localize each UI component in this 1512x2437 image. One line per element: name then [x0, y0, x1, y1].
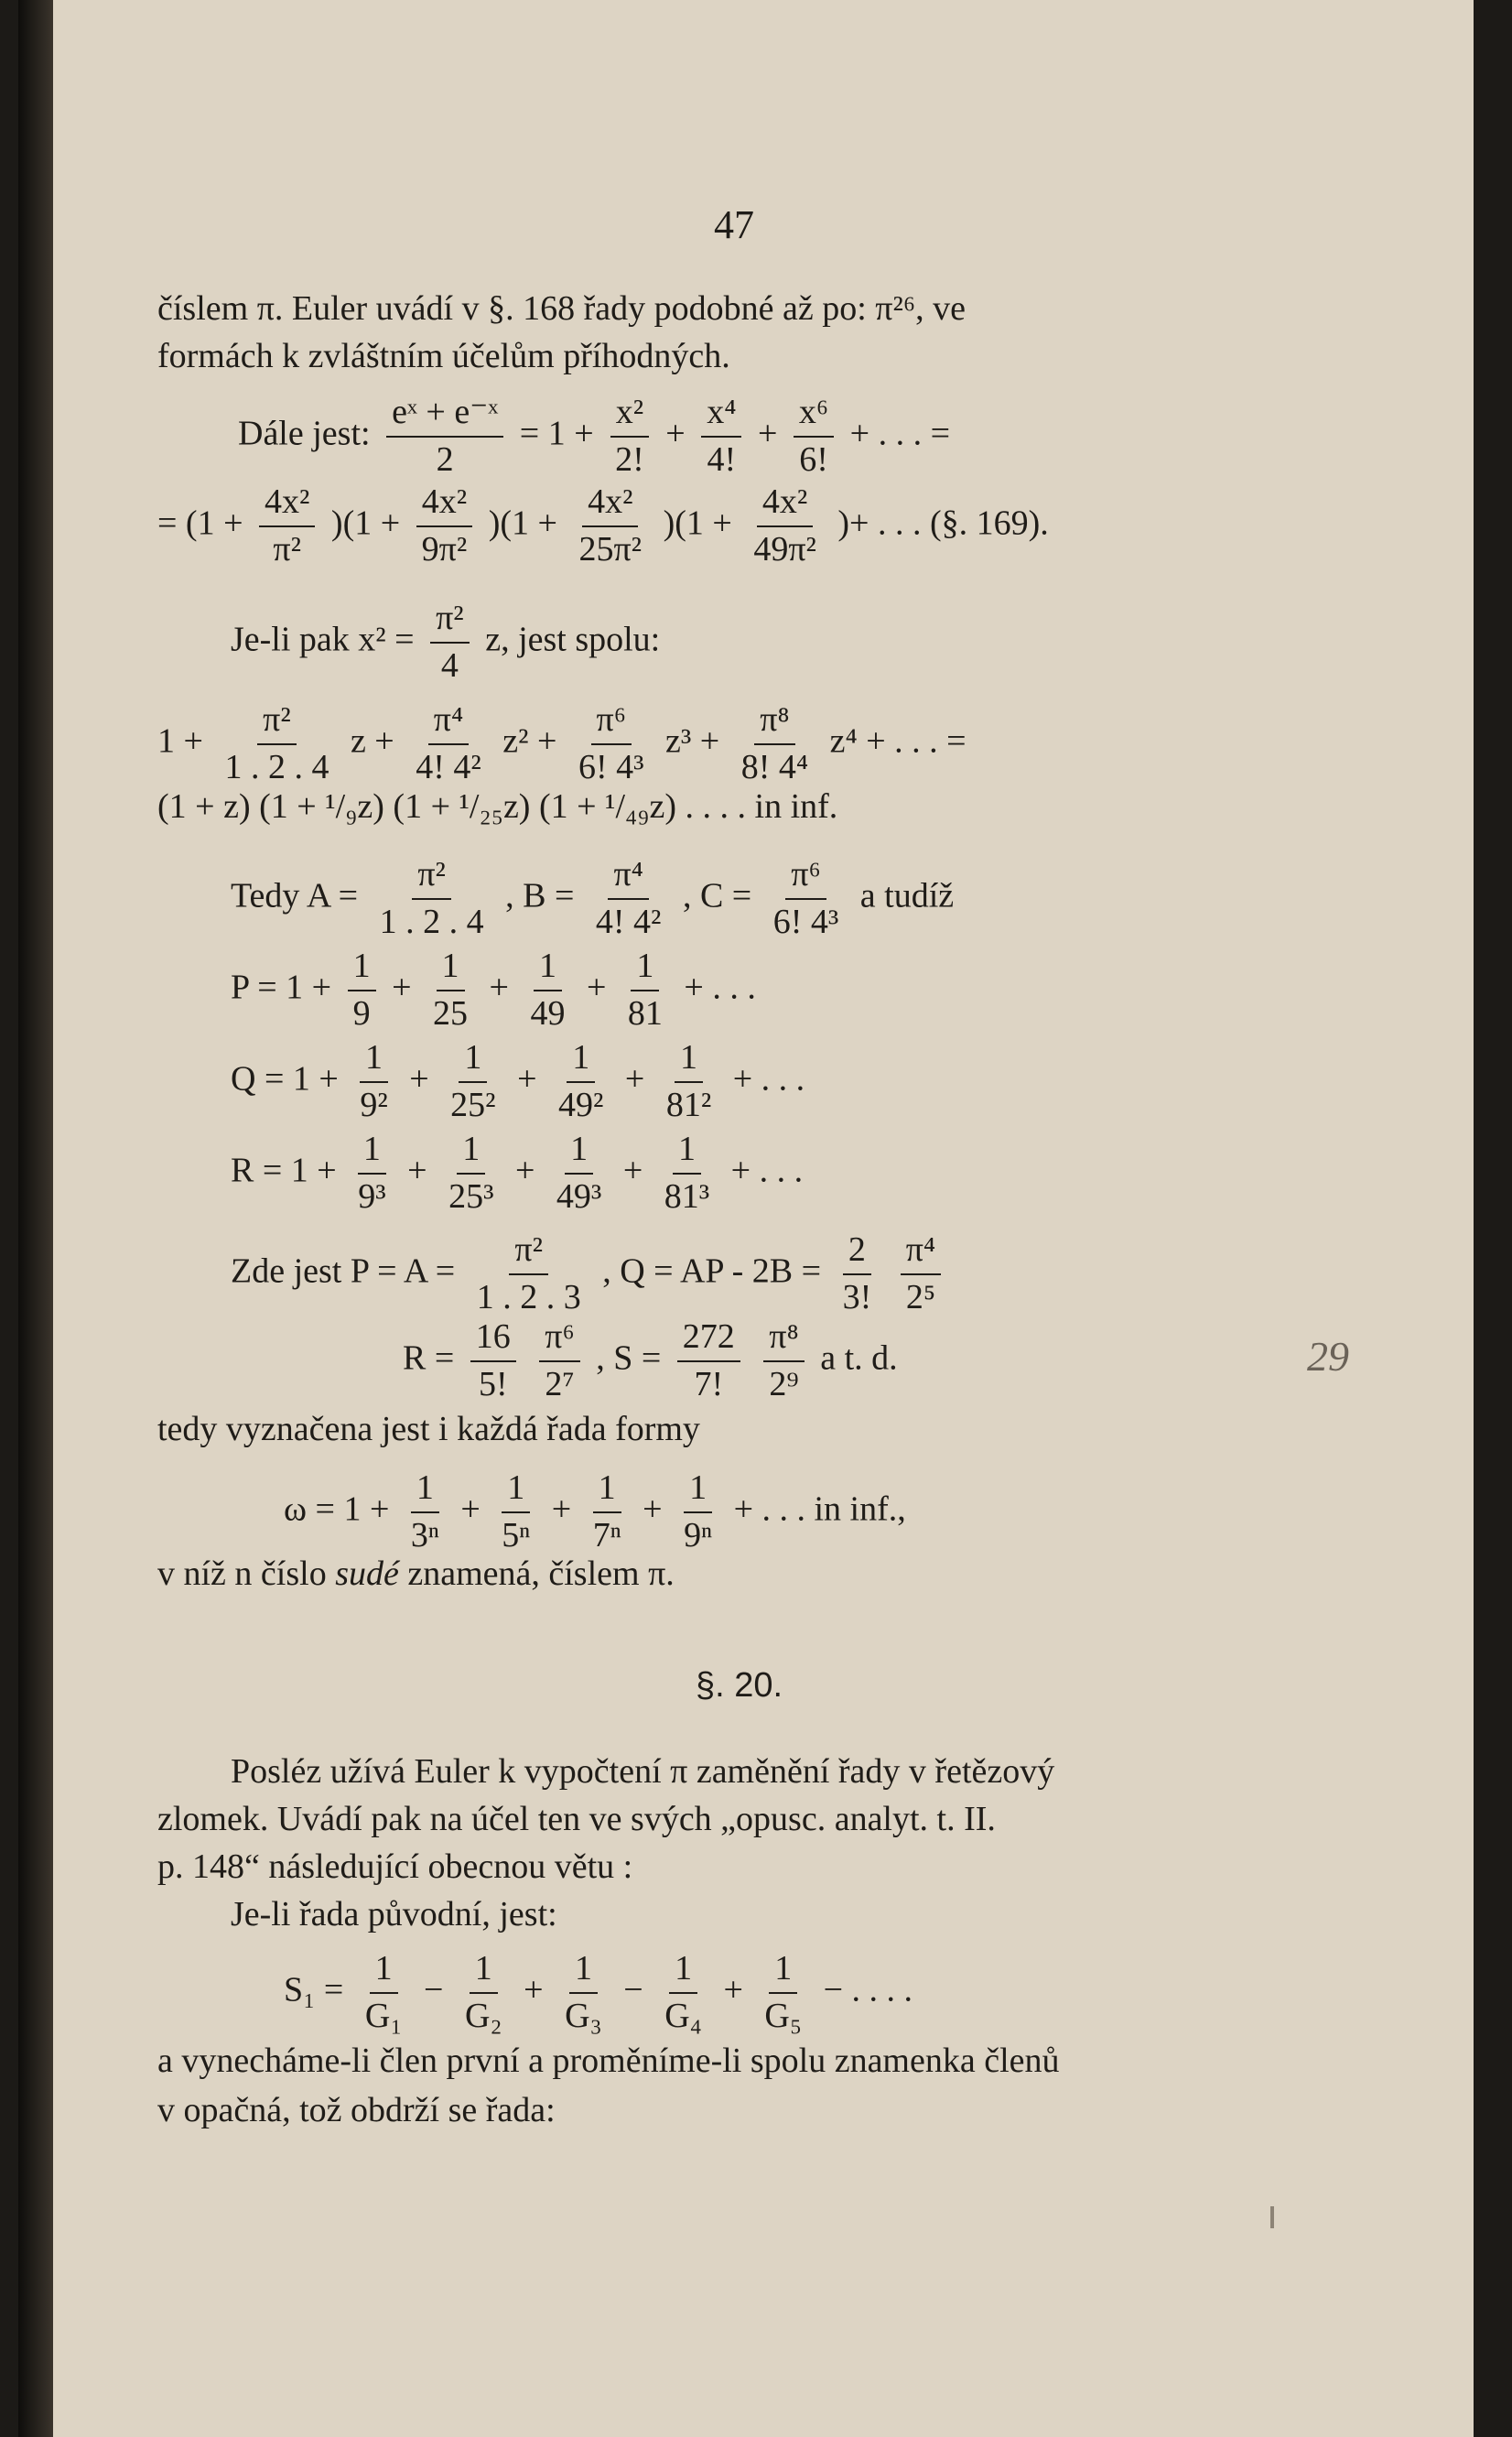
ink-mark [1270, 2206, 1274, 2228]
paragraph-text: Posléz užívá Euler k vypočtení π zaměnění řady v řetězový [231, 1752, 1055, 1791]
equation-text: Zde jest P = A = [231, 1251, 456, 1291]
denominator: 4! 4² [416, 747, 481, 786]
equation-text: z³ + [665, 721, 720, 761]
fraction [677, 1318, 740, 1404]
denominator: G₁ [364, 1996, 403, 2035]
denominator: 2⁹ [769, 1364, 799, 1403]
equation-text: ω = 1 + [284, 1489, 390, 1529]
fraction [794, 394, 834, 480]
operator: + [514, 1151, 535, 1190]
fraction [445, 1039, 501, 1125]
numerator: π⁶ [785, 856, 826, 900]
equation-text: )+ . . . (§. 169). [837, 504, 1049, 543]
equation-p [231, 948, 756, 1034]
fraction [748, 483, 822, 569]
fraction [551, 1131, 607, 1217]
operator: + [460, 1489, 481, 1529]
fraction [622, 948, 668, 1034]
fraction [470, 1318, 516, 1404]
denominator: 4! [707, 439, 737, 479]
fraction [360, 1950, 408, 2036]
fraction [430, 600, 470, 686]
numerator: 2 [843, 1231, 871, 1275]
numerator: 4x² [416, 483, 472, 527]
dale-label: Dále jest: [238, 414, 371, 453]
denominator: 3ⁿ [410, 1515, 439, 1554]
denominator: 5! [478, 1364, 508, 1403]
fraction [736, 701, 814, 787]
denominator: 1 . 2 . 4 [379, 902, 484, 941]
equation-text: a t. d. [820, 1338, 898, 1378]
fraction [559, 1950, 608, 2036]
equation-text: z, jest spolu: [485, 620, 661, 659]
denominator: 2⁵ [905, 1277, 936, 1316]
numerator: eˣ + e⁻ˣ [386, 394, 503, 438]
fraction [574, 483, 648, 569]
text-span: v níž n číslo [157, 1554, 327, 1593]
text-span: znamená, číslem π. [407, 1554, 675, 1593]
equation-text: )(1 + [663, 504, 732, 543]
operator: − [424, 1970, 444, 2009]
equation-text: + . . . [732, 1059, 805, 1099]
fraction [759, 1950, 807, 2036]
numerator: 4x² [259, 483, 315, 527]
denominator: G₃ [565, 1996, 602, 2035]
equation-text: P = 1 + [231, 968, 332, 1007]
operator: + [757, 414, 778, 453]
fraction [352, 1131, 391, 1217]
numerator: π⁴ [901, 1231, 941, 1275]
denominator: 49³ [556, 1176, 602, 1216]
paragraph-line-4: Je-li řada původní, jest: [231, 1895, 557, 1933]
fraction [659, 1131, 715, 1217]
fraction [763, 1318, 804, 1404]
numerator: 1 [358, 1131, 386, 1175]
fraction-exp [386, 394, 503, 480]
equation-s1 [284, 1950, 913, 2036]
fraction [590, 856, 667, 942]
equation-text: , C = [682, 876, 752, 915]
equation-text: R = [403, 1338, 455, 1378]
equation-text: = 1 + [519, 414, 594, 453]
fraction [539, 1318, 579, 1404]
denominator: 49 [530, 993, 566, 1033]
equation-tedy [231, 856, 954, 942]
section-heading: §. 20. [696, 1666, 783, 1705]
operator: + [409, 1059, 429, 1099]
paragraph-line-3: p. 148“ následující obecnou větu : [157, 1847, 633, 1886]
equation-text: + . . . [684, 968, 756, 1007]
numerator: π² [509, 1231, 548, 1275]
denominator: 2 [436, 439, 454, 479]
fraction [496, 1469, 535, 1555]
numerator: 1 [370, 1950, 398, 1994]
operator: + [551, 1489, 572, 1529]
operator: + [643, 1489, 663, 1529]
denominator: 2⁷ [545, 1364, 575, 1403]
numerator: π⁴ [608, 856, 648, 900]
paragraph-text: zlomek. Uvádí pak na účel ten ve svých „opusc. analyt. t. II. [157, 1800, 996, 1838]
fraction [659, 1950, 707, 2036]
operator: + [517, 1059, 537, 1099]
numerator: 1 [593, 1469, 621, 1513]
fraction [768, 856, 845, 942]
equation-q [231, 1039, 805, 1125]
numerator: 1 [470, 1950, 498, 1994]
paragraph-line-5 [157, 2043, 1314, 2078]
fraction [701, 394, 741, 480]
denominator: 2! [615, 439, 644, 479]
equation-text: z + [350, 721, 394, 761]
equation-text: , S = [596, 1338, 662, 1378]
denominator: 4! 4² [595, 902, 662, 941]
equation-text: Q = 1 + [231, 1059, 339, 1099]
denominator: 49π² [753, 529, 816, 569]
denominator: 25² [450, 1085, 496, 1124]
equation-text: Je-li pak x² = [231, 620, 415, 659]
fraction [901, 1231, 941, 1317]
numerator: π² [412, 856, 451, 900]
denominator: 3! [842, 1277, 872, 1316]
equation-text: S₁ = [284, 1970, 344, 2009]
equation-text: R = 1 + [231, 1151, 337, 1190]
fraction [524, 948, 570, 1034]
text-line-1-content: číslem π. Euler uvádí v §. 168 řady podobné až po: π²⁶, ve [157, 289, 966, 328]
fraction [661, 1039, 717, 1125]
operator: + [524, 1970, 544, 2009]
numerator: 1 [534, 948, 562, 991]
fraction [374, 856, 490, 942]
equation-r-s [403, 1318, 898, 1404]
denominator: 25 [433, 993, 469, 1033]
equation-zde-jest [231, 1231, 948, 1317]
denominator: 6! 4³ [772, 902, 839, 941]
denominator: 1 . 2 . 3 [476, 1277, 581, 1316]
fraction [259, 483, 315, 569]
denominator: 5ⁿ [502, 1515, 531, 1554]
numerator: π² [430, 600, 470, 644]
denominator: G₄ [664, 1996, 702, 2035]
denominator: 81 [627, 993, 663, 1033]
denominator: 25³ [448, 1176, 494, 1216]
equation-omega [284, 1469, 906, 1555]
numerator: 1 [631, 948, 659, 991]
equation-text: , Q = AP - 2B = [602, 1251, 822, 1291]
operator: + [489, 968, 509, 1007]
fraction [459, 1950, 508, 2036]
denominator: 49² [558, 1085, 604, 1124]
denominator: 9² [360, 1085, 388, 1124]
text-line-2: formách k zvláštním účelům příhodných. [157, 337, 730, 375]
numerator: 1 [769, 1950, 797, 1994]
numerator: x⁶ [794, 394, 834, 438]
numerator: 1 [669, 1950, 697, 1994]
numerator: 4x² [757, 483, 813, 527]
fraction [610, 394, 650, 480]
page-number: 47 [714, 202, 754, 247]
numerator: 1 [673, 1131, 701, 1175]
denominator: 9³ [358, 1176, 386, 1216]
fraction [348, 948, 376, 1034]
equation-text: z² + [502, 721, 557, 761]
denominator: 25π² [578, 529, 643, 569]
book-spine [18, 0, 53, 2437]
numerator: x² [610, 394, 649, 438]
numerator: 1 [360, 1039, 388, 1083]
numerator: 1 [459, 1039, 487, 1083]
equation-jeli [231, 600, 660, 686]
operator: + [624, 1059, 645, 1099]
fraction [416, 483, 473, 569]
operator: + [407, 1151, 427, 1190]
numerator: 272 [677, 1318, 740, 1362]
equation-text: 1 + [157, 721, 203, 761]
book-page [18, 0, 1474, 2437]
equation-infinite-product: (1 + z) (1 + ¹/₉z) (1 + ¹/₂₅z) (1 + ¹/₄₉z) . . . . in inf. [157, 787, 838, 826]
equation-text: + . . . [730, 1151, 804, 1190]
text-v-niz [157, 1556, 675, 1591]
fraction [588, 1469, 627, 1555]
fraction [553, 1039, 609, 1125]
equation-text: = (1 + [157, 504, 243, 543]
emphasis-sude: sudé [335, 1554, 399, 1593]
denominator: G₅ [764, 1996, 803, 2035]
operator: + [622, 1151, 643, 1190]
operator: − [623, 1970, 643, 2009]
denominator: 81² [665, 1085, 712, 1124]
numerator: 4x² [582, 483, 638, 527]
fraction [443, 1131, 499, 1217]
fraction [354, 1039, 393, 1125]
paragraph-line-1 [231, 1754, 1314, 1789]
denominator: G₂ [464, 1996, 502, 2035]
numerator: 1 [569, 1950, 598, 1994]
equation-text: )(1 + [488, 504, 557, 543]
paragraph-line-2 [157, 1802, 1314, 1836]
numerator: π⁶ [591, 701, 632, 745]
equation-text: , B = [505, 876, 575, 915]
operator: − . . . . [823, 1970, 913, 2009]
equation-product [157, 483, 1049, 569]
numerator: π² [257, 701, 297, 745]
equation-text: )(1 + [330, 504, 401, 543]
numerator: 1 [684, 1469, 712, 1513]
numerator: 1 [565, 1131, 593, 1175]
numerator: 1 [675, 1039, 703, 1083]
equation-text: + . . . in inf., [733, 1489, 906, 1529]
operator: + [665, 414, 686, 453]
fraction [678, 1469, 718, 1555]
numerator: π⁴ [428, 701, 469, 745]
equation-text: z⁴ + . . . = [829, 721, 967, 761]
operator: + [586, 968, 607, 1007]
operator: + [392, 968, 412, 1007]
equation-text: a tudíž [859, 876, 955, 915]
numerator: π⁸ [754, 701, 794, 745]
numerator: 1 [437, 948, 465, 991]
numerator: 1 [567, 1039, 595, 1083]
numerator: 1 [457, 1131, 485, 1175]
fraction [471, 1231, 587, 1317]
numerator: 1 [348, 948, 376, 991]
text-line-1 [157, 291, 1314, 326]
numerator: π⁸ [763, 1318, 804, 1362]
numerator: 1 [502, 1469, 530, 1513]
denominator: 4 [440, 645, 459, 685]
fraction [405, 1469, 445, 1555]
fraction [573, 701, 650, 787]
equation-dale-jest [238, 394, 950, 480]
equation-series [157, 701, 967, 787]
denominator: 7! [694, 1364, 724, 1403]
equation-text: Tedy A = [231, 876, 359, 915]
fraction [427, 948, 473, 1034]
denominator: 9π² [421, 529, 468, 569]
denominator: 6! [799, 439, 828, 479]
denominator: π² [273, 529, 301, 569]
equation-r [231, 1131, 803, 1217]
numerator: 16 [470, 1318, 516, 1362]
denominator: 7ⁿ [592, 1515, 621, 1554]
numerator: 1 [411, 1469, 439, 1513]
paragraph-text: a vynecháme-li člen první a proměníme-li spolu znamenka členů [157, 2042, 1060, 2080]
fraction [410, 701, 487, 787]
paragraph-line-6: v opačná, tož obdrží se řada: [157, 2091, 556, 2129]
denominator: 81³ [664, 1176, 710, 1216]
denominator: 6! 4³ [578, 747, 644, 786]
denominator: 1 . 2 . 4 [224, 747, 329, 786]
fraction [837, 1231, 878, 1317]
denominator: 9ⁿ [684, 1515, 713, 1554]
equation-text: + . . . = [849, 414, 951, 453]
operator: + [723, 1970, 743, 2009]
margin-note: 29 [1307, 1333, 1349, 1380]
fraction [219, 701, 334, 787]
text-tedy-vyznacena: tedy vyznačena jest i každá řada formy [157, 1410, 700, 1448]
numerator: π⁶ [539, 1318, 579, 1362]
denominator: 8! 4⁴ [740, 747, 809, 786]
numerator: x⁴ [701, 394, 741, 438]
denominator: 9 [352, 993, 371, 1033]
